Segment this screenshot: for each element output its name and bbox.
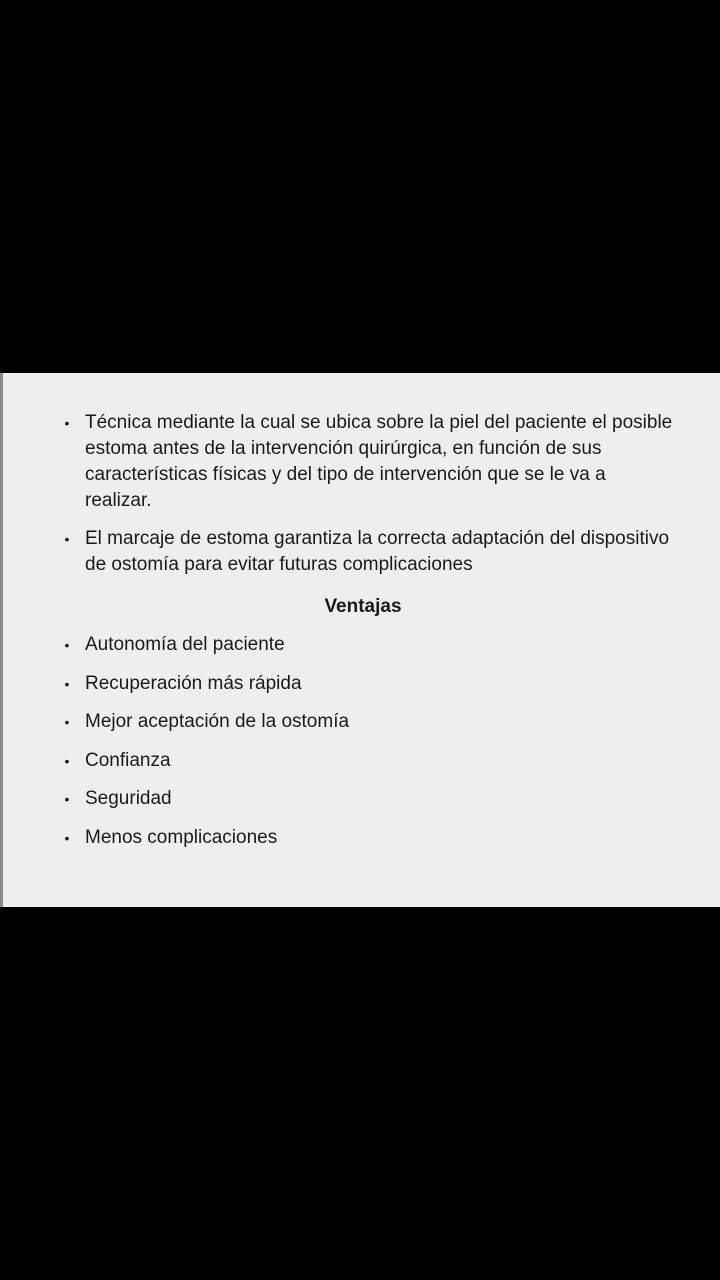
slide (0, 373, 720, 907)
list-item-text: Autonomía del paciente (85, 634, 285, 655)
list-item (61, 526, 673, 578)
list-item-text: El marcaje de estoma garantiza la correcta adaptación del dispositivo de ostomía para evitar futuras complicaciones (85, 528, 670, 575)
list-item (61, 709, 673, 735)
list-item (61, 748, 673, 774)
list-item (61, 786, 673, 812)
list-item-text: Seguridad (85, 788, 172, 810)
bullet-icon: • (64, 829, 70, 846)
advantages-list (61, 632, 673, 864)
bullet-icon: • (64, 637, 70, 653)
list-item-text: Menos complicaciones (85, 826, 278, 848)
bullet-icon: • (64, 675, 70, 692)
intro-list (61, 410, 673, 590)
bullet-icon: • (64, 714, 70, 731)
list-item-text: Mejor aceptación de la ostomía (85, 711, 350, 733)
bullet-icon: • (64, 531, 70, 547)
list-item (61, 825, 673, 851)
bullet-icon: • (64, 791, 70, 808)
list-item (61, 410, 673, 514)
list-item-text: Técnica mediante la cual se ubica sobre la piel del paciente el posible estoma antes de la intervención quirúrgica, en función de sus características físicas y del tipo de intervención que se le va a realizar. (85, 412, 673, 511)
section-heading: Ventajas (324, 596, 402, 617)
bullet-icon: • (64, 752, 70, 769)
bullet-icon: • (64, 415, 70, 431)
list-item-text: Recuperación más rápida (85, 672, 302, 694)
list-item-text: Confianza (85, 749, 171, 771)
list-item (61, 671, 673, 697)
list-item (61, 632, 673, 658)
